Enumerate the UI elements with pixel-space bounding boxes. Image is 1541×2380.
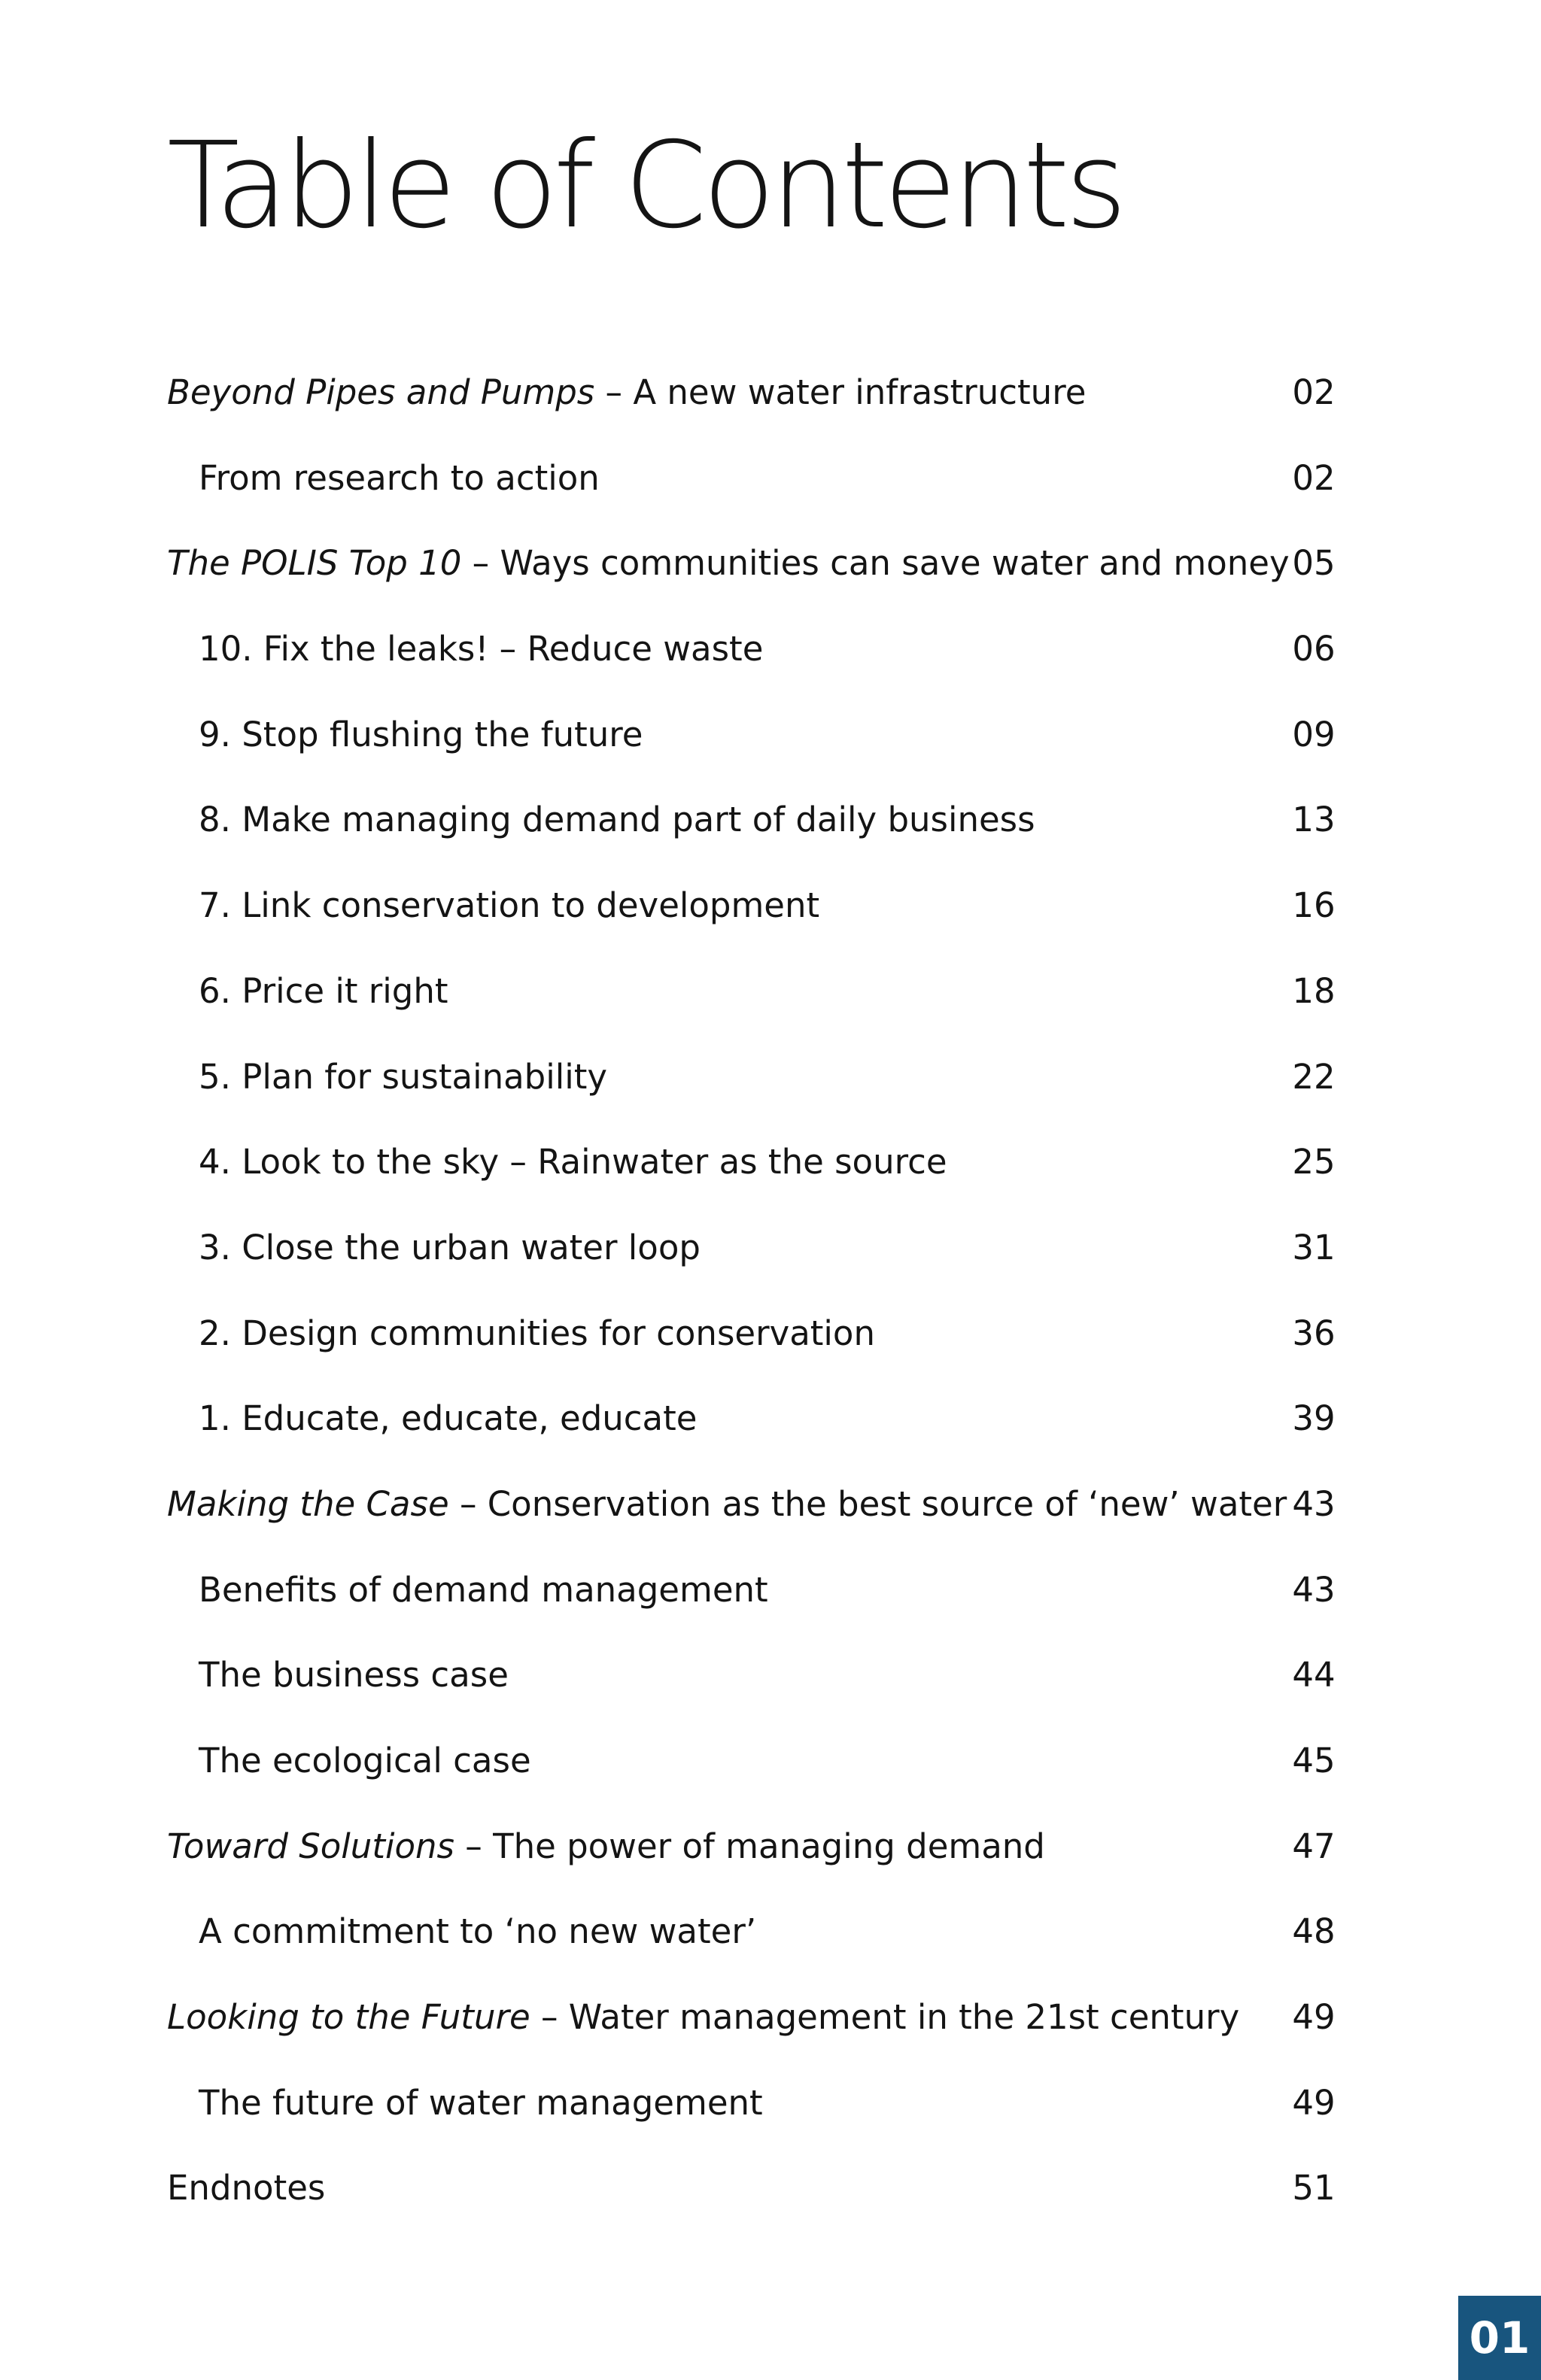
toc-entry-page-number: 44 (1292, 1655, 1336, 1695)
toc-entry-label: Benefits of demand management (199, 1569, 768, 1610)
toc-entry-title (167, 1057, 607, 1097)
toc-entry-title (167, 885, 819, 925)
toc-entry-label: – Ways communities can save water and money (461, 543, 1290, 584)
toc-entry-title (167, 1228, 701, 1267)
toc-entry-section-name: Toward Solutions (167, 1826, 454, 1866)
toc-entry[interactable] (167, 1304, 1336, 1389)
toc-entry-title (167, 1826, 1045, 1866)
toc-entry-section-name: Making the Case (167, 1483, 449, 1524)
toc-entry-page-number: 02 (1292, 372, 1336, 412)
toc-entry-page-number: 43 (1292, 1483, 1336, 1524)
toc-entry-page-number: 45 (1292, 1741, 1336, 1780)
toc-entry-label: 4. Look to the sky – Rainwater as the source (199, 1142, 947, 1182)
toc-entry[interactable] (167, 876, 1336, 961)
toc-entry-title (167, 2168, 325, 2208)
toc-entry-title (167, 1142, 947, 1182)
toc-entry-page-number: 16 (1292, 885, 1336, 926)
toc-entry[interactable] (167, 1474, 1336, 1560)
toc-entry-label: Endnotes (167, 2168, 326, 2208)
toc-entry-page-number: 51 (1292, 2168, 1336, 2208)
toc-entry-title (167, 800, 1035, 839)
page-title: Table of Contents (167, 117, 1123, 255)
toc-entry-title (167, 1484, 1287, 1524)
toc-entry-section-name: Looking to the Future (167, 1997, 530, 2038)
toc-entry-page-number: 43 (1292, 1569, 1336, 1610)
toc-entry[interactable] (167, 2073, 1336, 2159)
toc-entry-title (167, 458, 600, 498)
toc-entry-label: 9. Stop flushing the future (199, 714, 643, 754)
toc-entry-title (167, 372, 1086, 412)
toc-entry-title (167, 971, 448, 1011)
toc-entry-page-number: 49 (1292, 1997, 1336, 2038)
toc-entry-label: The future of water management (199, 2082, 763, 2123)
toc-entry-label: 5. Plan for sustainability (199, 1056, 608, 1097)
toc-entry-section-name: The POLIS Top 10 (167, 543, 462, 584)
toc-entry-label: – Conservation as the best source of ‘new’ water (448, 1483, 1287, 1524)
toc-entry-page-number: 22 (1292, 1056, 1336, 1097)
toc-entry[interactable] (167, 1987, 1336, 2073)
toc-entry[interactable] (167, 1047, 1336, 1133)
toc-entry-page-number: 18 (1292, 970, 1336, 1011)
toc-entry[interactable] (167, 533, 1336, 619)
toc-entry-title (167, 1313, 875, 1353)
toc-entry-label: 2. Design communities for conservation (199, 1313, 875, 1353)
toc-entry-label: A commitment to ‘no new water’ (199, 1911, 757, 1952)
toc-entry-page-number: 06 (1292, 629, 1336, 669)
toc-entry-title (167, 543, 1290, 583)
toc-entry[interactable] (167, 1389, 1336, 1474)
toc-entry[interactable] (167, 705, 1336, 791)
toc-entry[interactable] (167, 1817, 1336, 1902)
toc-entry-title (167, 629, 763, 669)
toc-entry-label: 3. Close the urban water loop (199, 1227, 701, 1267)
toc-entry[interactable] (167, 2158, 1336, 2244)
toc-entry-page-number: 39 (1292, 1398, 1336, 1439)
toc-entry[interactable] (167, 1218, 1336, 1304)
toc-entry[interactable] (167, 448, 1336, 534)
toc-entry-page-number: 48 (1292, 1911, 1336, 1952)
toc-entry-label: 6. Price it right (199, 970, 448, 1011)
toc-entry-label: – A new water infrastructure (594, 372, 1087, 412)
toc-entry[interactable] (167, 790, 1336, 876)
toc-entry[interactable] (167, 619, 1336, 705)
toc-entry[interactable] (167, 1132, 1336, 1218)
toc-entry-page-number: 05 (1292, 543, 1336, 584)
toc-entry[interactable] (167, 961, 1336, 1047)
toc-entry-label: The ecological case (199, 1741, 531, 1780)
toc-entry-label: – The power of managing demand (454, 1826, 1045, 1866)
toc-entry-page-number: 49 (1292, 2082, 1336, 2123)
toc-entry-page-number: 31 (1292, 1227, 1336, 1267)
toc-entry-label: 8. Make managing demand part of daily business (199, 800, 1035, 840)
toc-entry[interactable] (167, 1902, 1336, 1987)
toc-entry[interactable] (167, 1731, 1336, 1817)
toc-entry-label: The business case (199, 1655, 509, 1695)
toc-entry-title (167, 2083, 763, 2123)
toc-entry[interactable] (167, 1645, 1336, 1731)
toc-entry-label: 7. Link conservation to development (199, 885, 820, 926)
toc-entry-page-number: 25 (1292, 1142, 1336, 1182)
toc-entry-title (167, 1741, 531, 1780)
toc-entry-title (167, 1997, 1239, 2037)
toc-entry-title (167, 1655, 509, 1695)
toc-entry-page-number: 02 (1292, 457, 1336, 498)
toc-entry-label: 10. Fix the leaks! – Reduce waste (199, 629, 764, 669)
page-number-badge: 01 (1458, 2296, 1541, 2380)
toc-entry[interactable] (167, 363, 1336, 448)
toc-entry-title (167, 1398, 697, 1438)
toc-entry-label: 1. Educate, educate, educate (199, 1398, 698, 1439)
toc-entry-label: – Water management in the 21st century (530, 1997, 1240, 2038)
toc-entry-page-number: 36 (1292, 1313, 1336, 1353)
toc-entry[interactable] (167, 1560, 1336, 1646)
toc-entry-label: From research to action (199, 457, 600, 498)
toc-entry-page-number: 47 (1292, 1826, 1336, 1866)
toc-entry-title (167, 715, 643, 754)
toc-entry-title (167, 1570, 768, 1610)
table-of-contents (167, 363, 1336, 2244)
toc-entry-section-name: Beyond Pipes and Pumps (167, 372, 595, 412)
toc-entry-page-number: 13 (1292, 800, 1336, 840)
toc-entry-title (167, 1911, 756, 1951)
toc-entry-page-number: 09 (1292, 714, 1336, 754)
